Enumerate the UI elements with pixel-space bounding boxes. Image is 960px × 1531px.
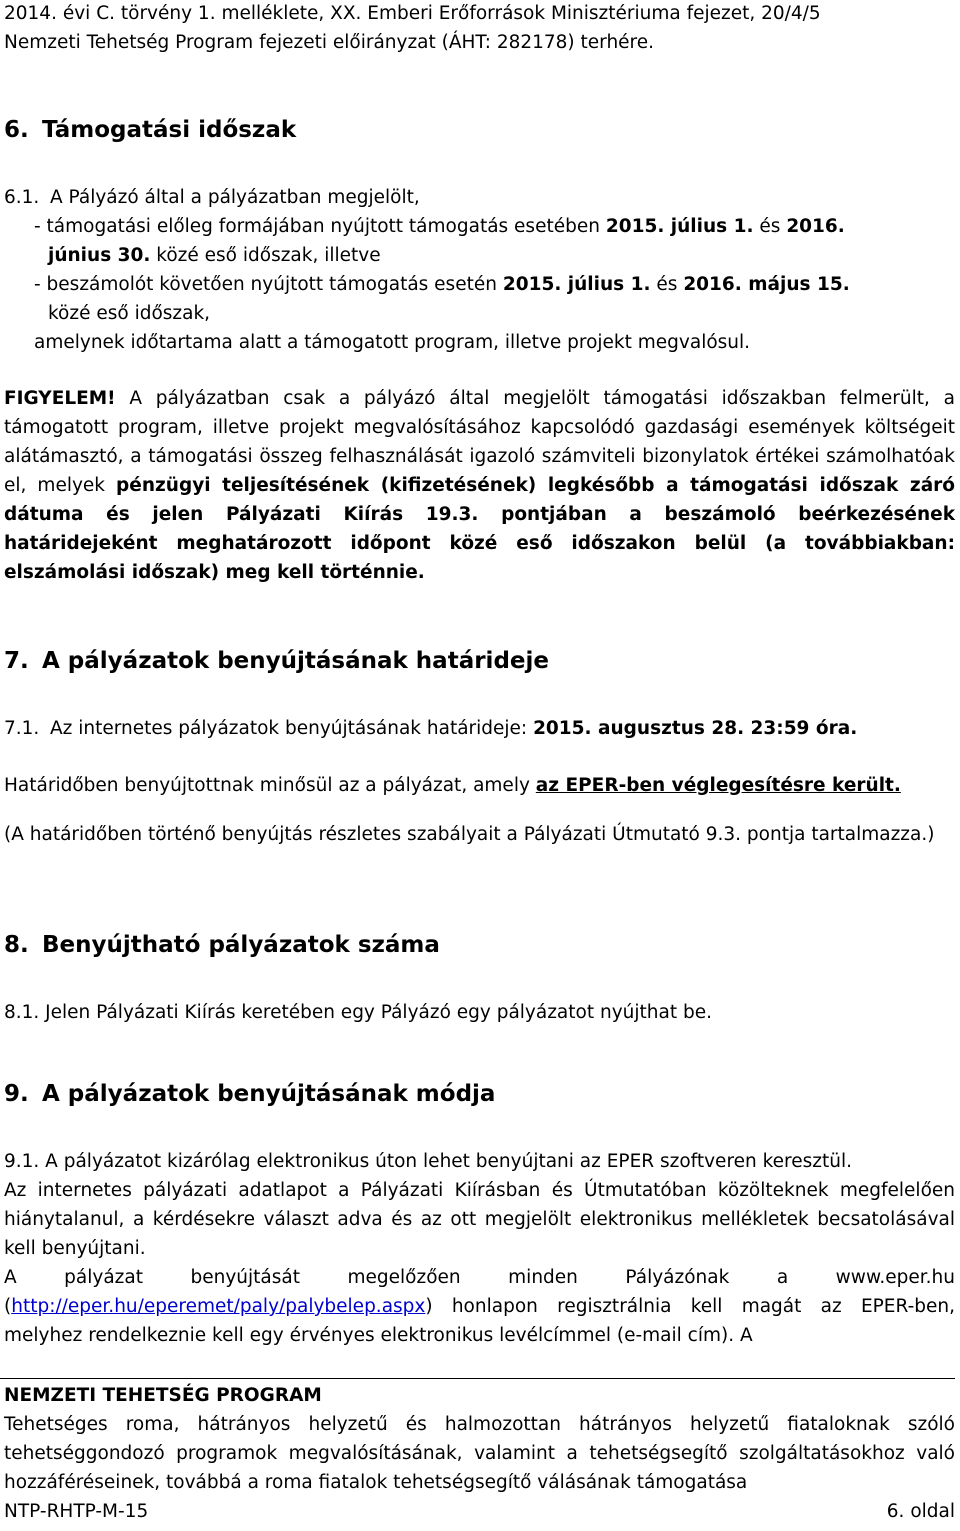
bullet-1-cont — [48, 241, 381, 270]
intro-text: A Pályázó által a pályázatban megjelölt, — [50, 187, 420, 208]
section-6-heading — [4, 115, 296, 145]
section-number: 9. — [4, 1081, 29, 1107]
bullet-text: közé eső időszak, illetve — [150, 245, 381, 266]
para-text: ) honlapon regisztrálnia kell magát az EPER-ben, melyhez rendelkeznie kell egy érvényes elektronikus levélcímmel (e-mail cím). A — [4, 1296, 955, 1346]
para-9-registration — [4, 1263, 955, 1350]
date: június 30. — [48, 245, 151, 266]
section-number: 8. — [4, 932, 29, 958]
section-title: A pályázatok benyújtásának határideje — [42, 648, 549, 674]
bullet-2 — [34, 270, 850, 299]
para-6-1-intro — [4, 183, 420, 212]
para-9-form: Az internetes pályázati adatlapot a Pályázati Kiírásban és Útmutatóban közölteknek megfelelően hiánytalanul, a kérdésekre választ adva és az ott megjelölt elektronikus mellékletek becsatolásával kell benyújtani. — [4, 1180, 955, 1259]
footer-divider — [0, 1378, 955, 1379]
para-7-1 — [4, 714, 857, 743]
conj: és — [650, 274, 684, 295]
para-8-1: 8.1. Jelen Pályázati Kiírás keretében egy Pályázó egy pályázatot nyújthat be. — [4, 1002, 712, 1023]
underlined-text: az EPER-ben véglegesítésre került. — [535, 775, 901, 796]
para-text: Az internetes pályázatok benyújtásának határideje: — [50, 718, 534, 739]
date: 2015. július 1. — [605, 216, 754, 237]
footer-description: Tehetséges roma, hátrányos helyzetű és halmozottan hátrányos helyzetű fiataloknak szóló tehetséggondozó programok megvalósításának, valamint a tehetségsegítő szolgáltatásokhoz való hozzáféréseinek, továbbá a roma fiatalok tehetségsegítő válásának támogatása — [4, 1414, 955, 1493]
para-6-1-closing: amelynek időtartama alatt a támogatott program, illetve projekt megvalósul. — [34, 332, 751, 353]
section-7-heading — [4, 646, 549, 676]
section-title: Támogatási időszak — [42, 117, 297, 143]
conj: és — [753, 216, 787, 237]
date: 2015. július 1. — [502, 274, 651, 295]
section-title: Benyújtható pályázatok száma — [42, 932, 440, 958]
section-8-heading — [4, 930, 440, 960]
header-line-2: Nemzeti Tehetség Program fejezeti előirányzat (ÁHT: 282178) terhére. — [4, 32, 655, 53]
para-7-rules: (A határidőben történő benyújtás részletes szabályait a Pályázati Útmutató 9.3. pontja tartalmazza.) — [4, 824, 935, 845]
deadline: 2015. augusztus 28. 23:59 óra. — [533, 718, 858, 739]
page-number: 6. oldal — [886, 1501, 955, 1522]
subsection-number: 7.1. — [4, 718, 40, 739]
notice-bold-text: pénzügyi teljesítésének (kifizetésének) legkésőbb a támogatási időszak záró dátuma és jelen Pályázati Kiírás 19.3. pontjában a beszámoló beérkezésének határidejeként meghatározott időpont közé eső időszakon belül (a továbbiakban: elszámolási időszak) meg kell történnie. — [4, 475, 956, 583]
date: 2016. május 15. — [683, 274, 850, 295]
para-text: A pályázat benyújtását megelőzően minden Pályázónak a www.eper.hu ( — [4, 1267, 955, 1317]
bullet-1 — [34, 212, 845, 241]
section-9-heading — [4, 1079, 495, 1109]
eper-login-link[interactable]: http://eper.hu/eperemet/paly/palybelep.aspx — [11, 1296, 426, 1317]
section-title: A pályázatok benyújtásának módja — [42, 1081, 496, 1107]
notice-label: FIGYELEM! — [4, 388, 116, 409]
para-7-finalized — [4, 771, 955, 800]
footer-code: NTP-RHTP-M-15 — [4, 1501, 149, 1522]
para-9-1: 9.1. A pályázatot kizárólag elektronikus úton lehet benyújtani az EPER szoftveren keresztül. — [4, 1151, 852, 1172]
bullet-2-cont: közé eső időszak, — [48, 303, 211, 324]
section-number: 7. — [4, 648, 29, 674]
notice-text: A pályázatban csak a pályázó által megjelölt támogatási időszakban felmerült, a támogatott program, illetve projekt megvalósításához kapcsolódó gazdasági események költségeit alátámasztó, a támogatási összeg felhasználását igazoló számviteli bizonylatok értékei számolhatóak el, melyek — [4, 388, 955, 496]
section-number: 6. — [4, 117, 29, 143]
subsection-number: 6.1. — [4, 187, 40, 208]
footer-program-name: NEMZETI TEHETSÉG PROGRAM — [4, 1385, 322, 1406]
bullet-text: - támogatási előleg formájában nyújtott támogatás esetében — [34, 216, 606, 237]
date: 2016. — [786, 216, 845, 237]
para-text: Határidőben benyújtottnak minősül az a pályázat, amely — [4, 775, 536, 796]
bullet-text: - beszámolót követően nyújtott támogatás esetén — [34, 274, 503, 295]
header-line-1: 2014. évi C. törvény 1. melléklete, XX. Emberi Erőforrások Minisztériuma fejezet, 20/4/5 — [4, 3, 821, 24]
footer-bottom-row — [4, 1497, 955, 1526]
notice-paragraph — [4, 384, 955, 587]
